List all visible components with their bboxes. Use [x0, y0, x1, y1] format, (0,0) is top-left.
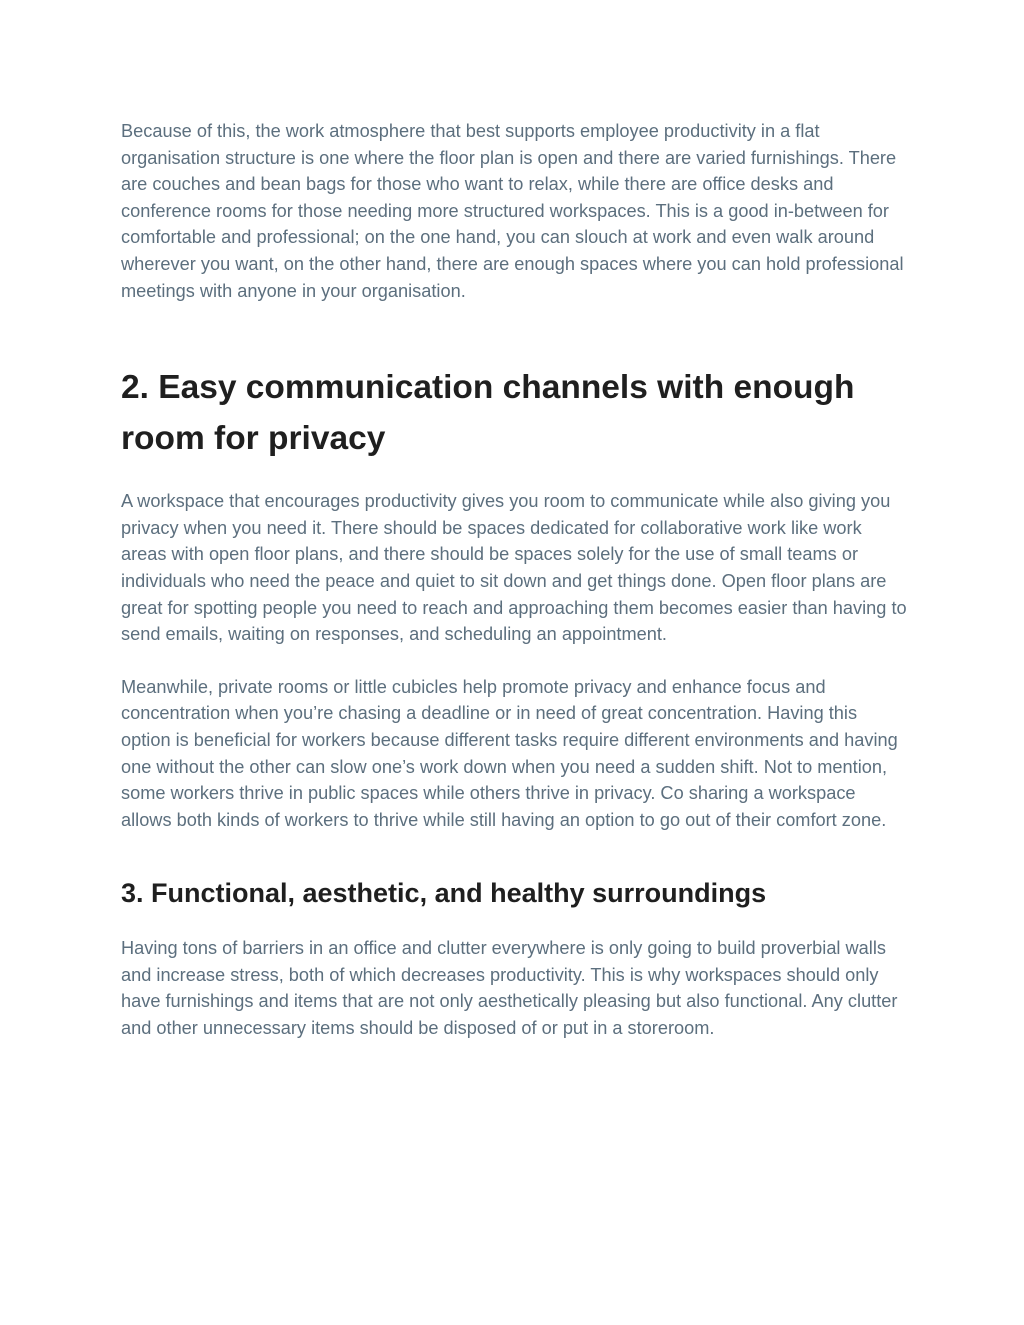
section-heading: 2. Easy communication channels with enough room for privacy — [121, 369, 855, 458]
document-page — [121, 118, 911, 1042]
body-paragraph: Meanwhile, private rooms or little cubicles help promote privacy and enhance focus and concentration when you’re chasing a deadline or in need of great concentration. Having this option is beneficial for workers because different tasks require different environments and having one without the other can slow one’s work down when you need a sudden shift. Not to mention, some workers thrive in public spaces while others thrive in privacy. Co sharing a workspace allows both kinds of workers to thrive while still having an option to go out of their comfort zone. — [121, 676, 898, 830]
body-paragraph: Having tons of barriers in an office and clutter everywhere is only going to build proverbial walls and increase stress, both of which decreases productivity. This is why workspaces should only have furnishings and items that are not only aesthetically pleasing but also functional. Any clutter and other unnecessary items should be disposed of or put in a storeroom. — [121, 938, 898, 1039]
body-paragraph: Because of this, the work atmosphere that best supports employee productivity in a flat organisation structure is one where the floor plan is open and there are varied furnishings. There are couches and bean bags for those who want to relax, while there are office desks and conference rooms for those needing more structured workspaces. This is a good in-between for comfortable and professional; on the one hand, you can slouch at work and even walk around wherever you want, on the other hand, there are enough spaces where you can hold professional meetings with anyone in your organisation. — [121, 121, 904, 301]
body-paragraph: A workspace that encourages productivity gives you room to communicate while also giving you privacy when you need it. There should be spaces dedicated for collaborative work like work areas with open floor plans, and there should be spaces solely for the use of small teams or individuals who need the peace and quiet to sit down and get things done. Open floor plans are great for spotting people you need to reach and approaching them becomes easier than having to send emails, waiting on responses, and scheduling an appointment. — [121, 491, 907, 645]
section-heading: 3. Functional, aesthetic, and healthy surroundings — [121, 878, 767, 909]
